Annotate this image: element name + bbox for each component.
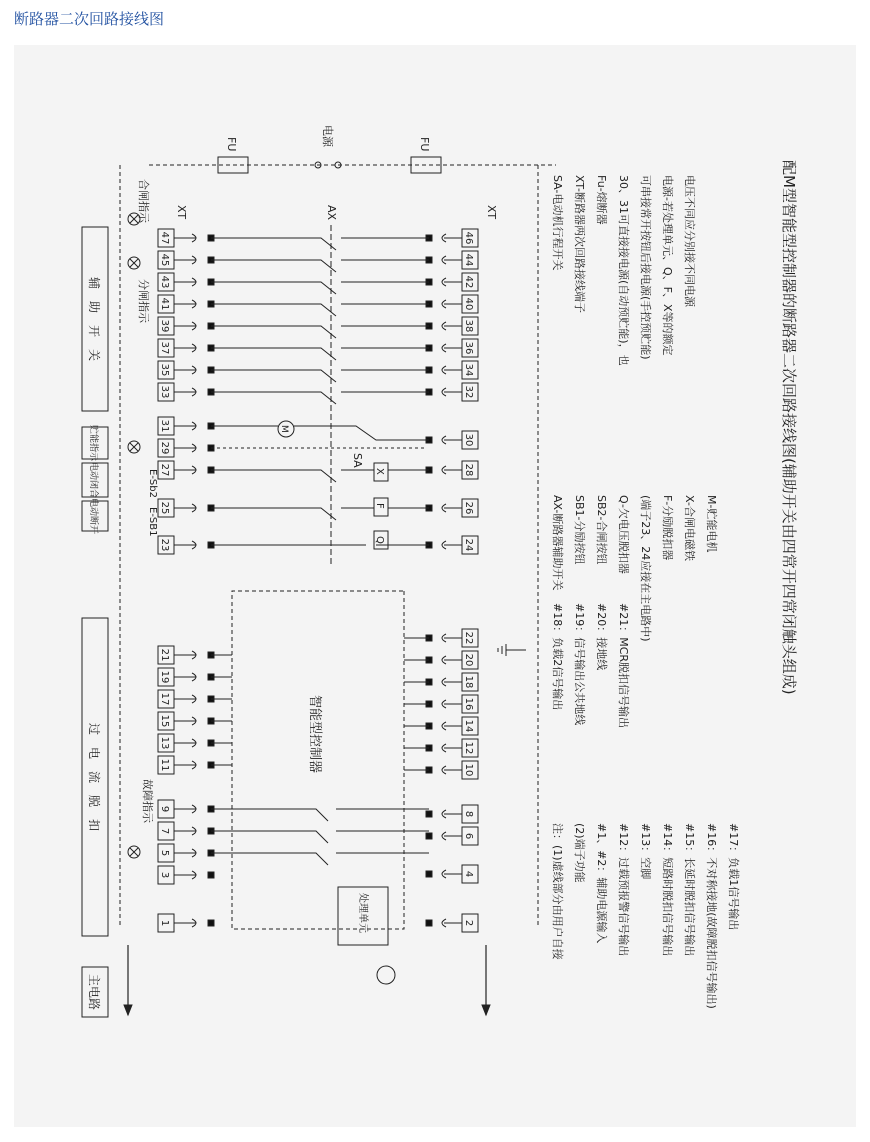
note-line: XT-断路器两次回路接线端子 <box>573 175 586 314</box>
fault-indicator-label: 故障指示 <box>141 779 154 823</box>
terminal-number-bottom: 36 <box>463 341 474 355</box>
note-line: #15：长延时脱扣信号输出 <box>683 823 696 957</box>
ground-icon <box>498 644 526 656</box>
top-terminal-strip <box>158 229 174 932</box>
terminal-number-bottom: 8 <box>463 810 474 818</box>
note-line: SB2-合闸按钮 <box>595 495 608 565</box>
terminal-number-top: 37 <box>159 341 170 355</box>
note-line: F-分励脱扣器 <box>661 495 674 561</box>
terminal-number-bottom: 6 <box>463 832 474 840</box>
main-circuit-arrow-bottom-icon <box>482 1005 490 1015</box>
ax-label: AX <box>325 205 338 221</box>
terminal-number-top: 13 <box>159 736 170 750</box>
bottom-terminal-strip <box>462 229 478 932</box>
terminal-number-bottom: 38 <box>463 319 474 333</box>
coil-f-label: F <box>374 503 385 509</box>
open-indicator-lamp-icon <box>128 257 140 269</box>
pin-icon <box>208 920 214 926</box>
aux-contact-rung <box>211 304 429 316</box>
terminal-number-bottom: 14 <box>463 719 474 733</box>
note-line: SB1-分励按钮 <box>573 495 586 565</box>
terminal-number-top: 7 <box>159 827 170 835</box>
main-circuit-label: 主电路 <box>87 973 101 1011</box>
terminal-number-bottom: 4 <box>463 870 474 878</box>
note-line: 注：(1)虚线部分由用户自接 <box>551 823 564 960</box>
note-line: #21：MCR脱扣信号输出 <box>617 603 630 729</box>
terminal-number-top: 17 <box>159 692 170 706</box>
note-line: Fu-熔断器 <box>595 175 608 225</box>
auxiliary-switch-label: 辅 助 开 关 <box>87 276 101 362</box>
pin-icon <box>208 872 214 878</box>
motor-label: M <box>279 425 289 433</box>
shunt-trip-rung <box>211 508 429 520</box>
terminal-number-bottom: 30 <box>463 433 474 447</box>
aux-contact-rung <box>211 370 429 382</box>
wiring-diagram <box>14 45 856 1127</box>
coil-q-label: Q <box>374 536 385 544</box>
terminal-number-top: 41 <box>159 297 170 311</box>
power-label: 电源 <box>321 125 334 147</box>
terminal-number-top: 15 <box>159 714 170 728</box>
terminal-number-top: 45 <box>159 253 170 267</box>
trip-contact-rung <box>211 853 429 865</box>
aux-contact-rung <box>211 282 429 294</box>
terminal-number-top: 29 <box>159 441 170 455</box>
note-line: #19：信号输出公共地线 <box>573 603 586 726</box>
terminal-number-top: 23 <box>159 538 170 552</box>
terminal-number-bottom: 10 <box>463 763 474 777</box>
terminal-number-bottom: 28 <box>463 463 474 477</box>
terminal-number-top: 35 <box>159 363 170 377</box>
terminal-number-top: 19 <box>159 670 170 684</box>
note-line: #14：短路时脱扣信号输出 <box>661 823 674 957</box>
aux-contact-rung <box>211 392 429 404</box>
fu-left-label: FU <box>225 137 238 152</box>
xt-bottom-label: XT <box>485 205 498 220</box>
main-circuit-arrow-top-icon <box>124 1005 132 1015</box>
note-line: #1、#2：辅助电源输入 <box>595 823 608 944</box>
terminal-number-top: 39 <box>159 319 170 333</box>
notes-column-1 <box>551 823 741 1009</box>
aux-contact-rung <box>211 348 429 360</box>
terminal-number-bottom: 44 <box>463 253 474 267</box>
terminal-number-bottom: 2 <box>463 919 474 927</box>
open-indicator-label: 分闸指示 <box>137 279 150 323</box>
terminal-number-top: 3 <box>159 871 170 879</box>
note-line: Q-欠电压脱扣器 <box>617 495 630 574</box>
closing-rung <box>211 470 429 482</box>
terminal-number-bottom: 24 <box>463 538 474 552</box>
notes-column-2 <box>551 603 631 728</box>
terminal-number-top: 33 <box>159 385 170 399</box>
note-line: #18：负载2信号输出 <box>551 603 564 711</box>
note-line: 电源-若处理单元、Q、F、X等的额定 <box>661 175 674 356</box>
terminal-number-bottom: 16 <box>463 697 474 711</box>
terminal-number-bottom: 46 <box>463 231 474 245</box>
terminal-number-bottom: 20 <box>463 653 474 667</box>
terminal-number-top: 25 <box>159 501 170 515</box>
page-title: 断路器二次回路接线图 <box>14 10 165 28</box>
terminal-number-bottom: 34 <box>463 363 474 377</box>
electric-close-label: 电动闭合 <box>88 461 98 499</box>
aux-contact-rung <box>211 238 429 250</box>
note-line: #16：不对称接地(故障脱扣信号输出) <box>705 823 718 1009</box>
coil-x-label: X <box>374 468 385 475</box>
sb2-label: E-Sb2 <box>147 469 158 498</box>
terminal-number-top: 5 <box>159 849 170 857</box>
energy-storage-indicator-label: 贮能指示 <box>88 424 98 462</box>
terminal-number-bottom: 18 <box>463 675 474 689</box>
overcurrent-trip-label: 过 电 流 脱 扣 <box>87 722 101 832</box>
motor-rung <box>211 426 429 440</box>
terminal-number-bottom: 40 <box>463 297 474 311</box>
terminal-number-top: 27 <box>159 463 170 477</box>
pin-icon <box>426 833 432 839</box>
notes-column-4 <box>551 175 697 366</box>
processing-unit-label: 处理单元 <box>357 893 368 933</box>
note-line: #17：负载1信号输出 <box>727 823 740 931</box>
trip-contact-rung <box>211 831 429 843</box>
current-transformer-icon <box>377 966 395 984</box>
terminal-number-top: 1 <box>159 919 170 927</box>
note-line: 30、31可直接接电源(自动预贮能)，也 <box>617 175 630 366</box>
terminal-number-bottom: 42 <box>463 275 474 289</box>
terminal-number-bottom: 26 <box>463 501 474 515</box>
energy-indicator-lamp-icon <box>128 441 140 453</box>
trip-contact-rung <box>211 809 429 821</box>
sa-label: SA <box>351 453 364 468</box>
pin-icon <box>426 920 432 926</box>
note-line: M-贮能电机 <box>705 495 718 553</box>
xt-top-label: XT <box>175 205 188 220</box>
terminal-number-top: 47 <box>159 231 170 245</box>
terminal-number-bottom: 32 <box>463 385 474 399</box>
note-line: 电压不同应分别接不同电源 <box>683 175 696 307</box>
terminal-number-top: 21 <box>159 648 170 662</box>
note-line: SA-电动机行程开关 <box>551 175 564 271</box>
note-line: #13：空脚 <box>639 823 652 880</box>
controller-label: 智能型控制器 <box>307 695 322 774</box>
note-line: (端子23、24应接在主电路中) <box>639 495 652 642</box>
diagram-caption: 配M型智能型控制器的断路器二次回路接线图(辅助开关由四常开四常闭触头组成) <box>780 160 798 695</box>
terminal-number-bottom: 22 <box>463 631 474 645</box>
note-line: AX-断路器辅助开关 <box>551 495 564 591</box>
terminal-number-top: 9 <box>159 805 170 813</box>
diagram-panel <box>14 45 856 1127</box>
circuit-wires <box>174 234 462 927</box>
note-line: #20：接地线 <box>595 603 608 671</box>
fu-right-label: FU <box>418 137 431 152</box>
terminal-number-top: 31 <box>159 419 170 433</box>
electric-open-label: 电动断开 <box>88 497 98 535</box>
terminal-number-bottom: 12 <box>463 741 474 755</box>
terminal-number-top: 11 <box>159 758 170 772</box>
aux-contact-rung <box>211 326 429 338</box>
fault-indicator-lamp-icon <box>128 846 140 858</box>
note-line: X-合闸电磁铁 <box>683 495 696 561</box>
terminal-number-top: 43 <box>159 275 170 289</box>
note-line: #12：过载预报警信号输出 <box>617 823 630 957</box>
note-line: (2)端子功能 <box>573 823 586 883</box>
pin-icon <box>426 871 432 877</box>
close-indicator-label: 合闸指示 <box>137 179 150 223</box>
pin-icon <box>426 811 432 817</box>
note-line: 可串接常开按钮后接电源(手控预贮能) <box>639 175 652 360</box>
aux-contact-rung <box>211 260 429 272</box>
sb1-label: E-SB1 <box>147 507 158 537</box>
